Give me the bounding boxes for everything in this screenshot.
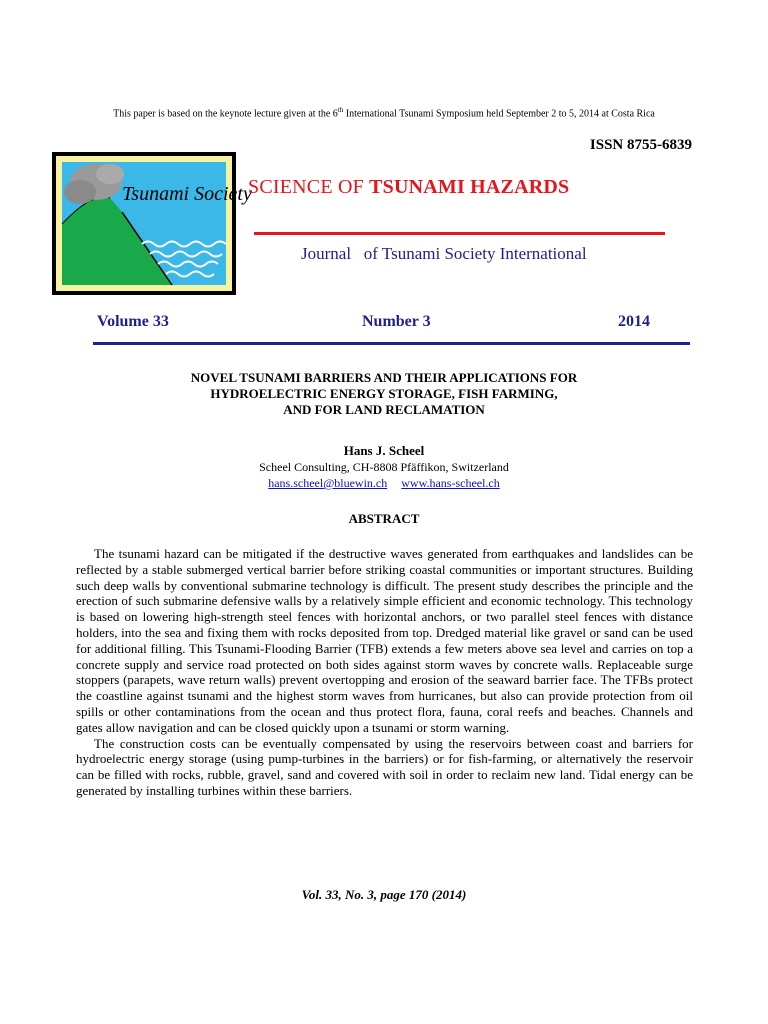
email-link[interactable]: hans.scheel@bluewin.ch <box>268 476 388 490</box>
paper-title-line: NOVEL TSUNAMI BARRIERS AND THEIR APPLICATIONS FOR <box>190 370 578 385</box>
abstract-body <box>76 546 693 799</box>
paper-title <box>0 370 768 418</box>
author-links <box>0 476 768 491</box>
logo-text: Tsunami Society <box>122 183 252 205</box>
author-affiliation: Scheel Consulting, CH-8808 Pfäffikon, Switzerland <box>259 460 509 474</box>
keynote-note-text: This paper is based on the keynote lecture given at the 6 <box>113 108 338 120</box>
title-divider <box>254 232 665 235</box>
journal-title-emphasis: TSUNAMI HAZARDS <box>369 176 570 198</box>
abstract-paragraph: The construction costs can be eventually compensated by using the reservoirs between coast and barriers for hydroelectric energy storage (using pump-turbines in the barriers) or for fish-farming, or alternatively the reservoir can be filled with rocks, rubble, gravel, sand and covered with soil in order to reclaim new land. Tidal energy can be generated by installing turbines within these barriers. <box>76 735 693 798</box>
journal-subtitle: Journal of Tsunami Society International <box>301 244 587 263</box>
page-footer: Vol. 33, No. 3, page 170 (2014) <box>301 887 467 902</box>
website-link[interactable]: www.hans-scheel.ch <box>401 476 500 490</box>
volume-label: Volume 33 <box>97 313 169 330</box>
author-name: Hans J. Scheel <box>343 443 425 458</box>
journal-title-prefix: SCIENCE OF <box>248 176 370 198</box>
tsunami-society-logo <box>52 152 252 295</box>
keynote-note-text-end: International Tsunami Symposium held September 2 to 5, 2014 at Costa Rica <box>343 108 655 120</box>
journal-title <box>248 176 569 199</box>
keynote-note-sup: th <box>337 106 344 114</box>
volume-divider <box>93 342 690 345</box>
abstract-paragraph: The tsunami hazard can be mitigated if the destructive waves generated from earthquakes and landslides can be reflected by a stable submerged vertical barrier before striking coastal communities or important structures. Building such deep walls by conventional submarine technology is difficult. The present study describes the principle and the erection of such submarine defensive walls by a relatively simple efficient and economic technology. This technology is based on lowering high-strength steel fences with horizontal anchors, or two parallel steel fences with distance holders, into the sea and fixing them with rocks deposited from top. Dredged material like gravel or sand can be used for additional filling. This Tsunami-Flooding Barrier (TFB) extends a few meters above sea level and carries on top a concrete supply and service road protected on both sides against storm waves by concrete walls. Replaceable surge stoppers (parapets, wave return walls) prevent overtopping and erosion of the seaward barrier face. The TFBs protect the coastline against tsunami and the highest storm waves from hurricanes, but also can provide protection from oil spills or other contaminations from the ocean and thus protect flora, fauna, coral reefs and beaches. Channels and gates allow navigation and can be closed quickly upon a tsunami or storm warning. <box>76 546 693 735</box>
keynote-note <box>0 106 768 119</box>
issn: ISSN 8755-6839 <box>589 137 692 153</box>
number-label: Number 3 <box>362 313 431 330</box>
paper-title-line: AND FOR LAND RECLAMATION <box>283 402 485 417</box>
year-label: 2014 <box>618 313 650 330</box>
abstract-heading: ABSTRACT <box>348 511 420 526</box>
paper-title-line: HYDROELECTRIC ENERGY STORAGE, FISH FARMING, <box>210 386 558 401</box>
